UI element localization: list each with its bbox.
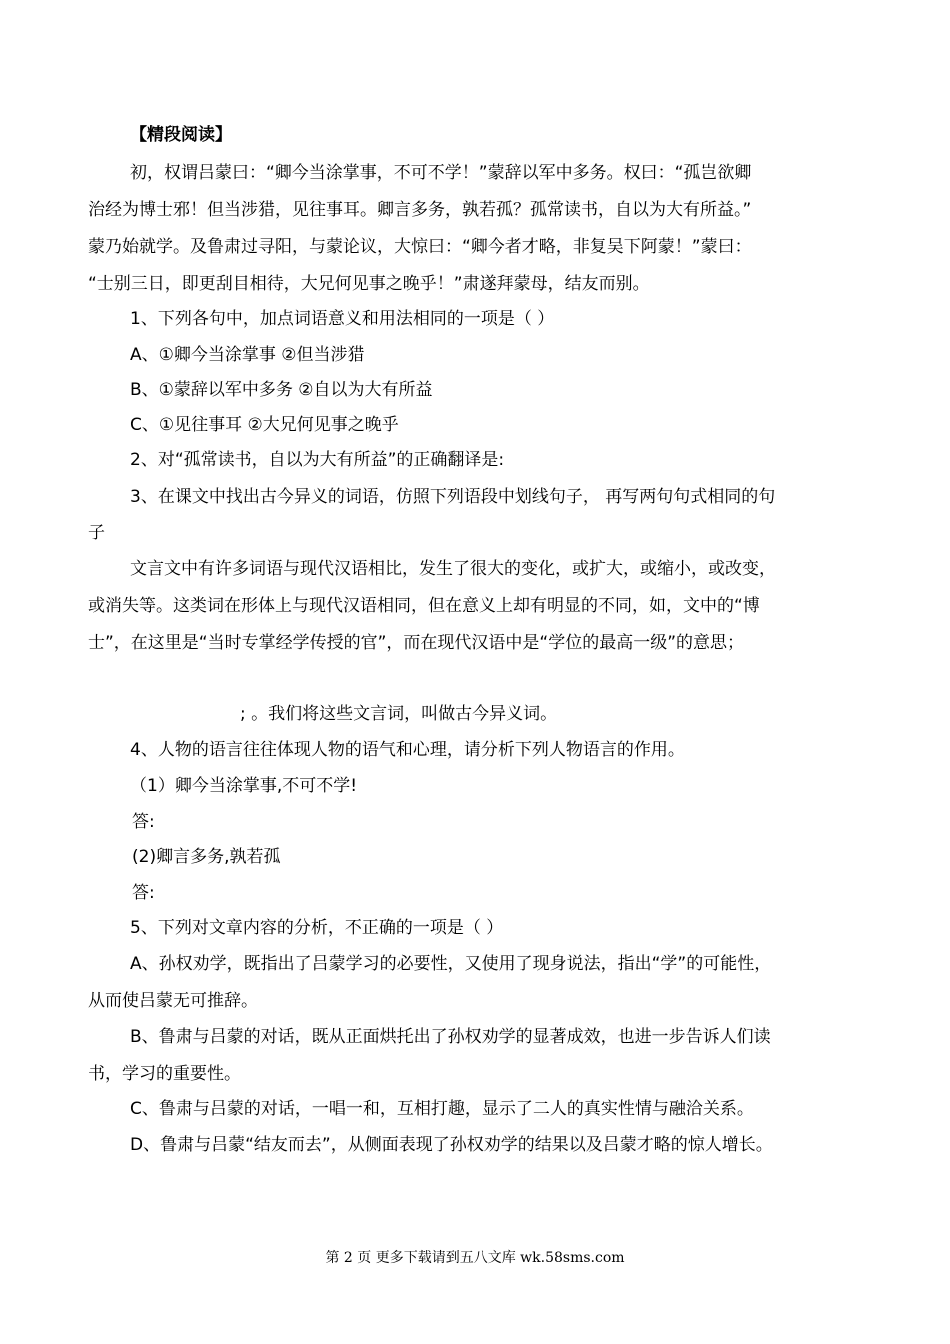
passage-line: 蒙乃始就学。及鲁肃过寻阳，与蒙论议，大惊曰：“卿今者才略，非复吴下阿蒙！”蒙曰： — [88, 237, 752, 257]
question-5-option-d: D、鲁肃与吕蒙“结友而去”，从侧面表现了孙权劝学的结果以及吕蒙才略的惊人增长。 — [130, 1135, 773, 1155]
question-3-paragraph-line: 文言文中有许多词语与现代汉语相比，发生了很大的变化，或扩大，或缩小，或改变， — [130, 559, 776, 579]
passage-line: 初，权谓吕蒙曰：“卿今当涂掌事，不可不学！”蒙辞以军中多务。权曰：“孤岂欲卿 — [130, 163, 752, 183]
question-1-option-c: C、①见往事耳 ②大兄何见事之晚乎 — [130, 415, 399, 435]
section-title: 【精段阅读】 — [130, 125, 232, 145]
question-5-option-b: B、鲁肃与吕蒙的对话，既从正面烘托出了孙权劝学的显著成效，也进一步告诉人们读 — [130, 1027, 771, 1047]
page-footer: 第 2 页 更多下载请到五八文库 wk.58sms.com — [325, 1250, 625, 1266]
question-4-item-1-answer: 答: — [132, 812, 155, 832]
question-4-item-2-answer: 答: — [132, 883, 155, 903]
question-1-option-b: B、①蒙辞以军中多务 ②自以为大有所益 — [130, 380, 433, 400]
question-1-option-a: A、①卿今当涂掌事 ②但当涉猎 — [130, 345, 365, 365]
question-3-stem: 3、在课文中找出古今异义的词语，仿照下列语段中划线句子， 再写两句句式相同的句 — [130, 487, 776, 507]
question-5-option-a: A、孙权劝学，既指出了吕蒙学习的必要性，又使用了现身说法，指出“学”的可能性， — [130, 954, 772, 974]
question-4-item-2-quote: (2)卿言多务,孰若孤 — [132, 847, 281, 867]
question-2-stem: 2、对“孤常读书，自以为大有所益”的正确翻译是: — [130, 450, 505, 470]
question-4-item-1-quote: （1）卿今当涂掌事,不可不学! — [130, 776, 358, 796]
question-1-stem: 1、下列各句中，加点词语意义和用法相同的一项是（ ） — [130, 309, 555, 329]
passage-line: “士别三日，即更刮目相待，大兄何见事之晚乎！”肃遂拜蒙母，结友而别。 — [88, 274, 650, 294]
question-3-paragraph-line: 士”，在这里是“当时专掌经学传授的官”，而在现代汉语中是“学位的最高一级”的意思； — [88, 633, 745, 653]
question-3-blank-line: ; 。我们将这些文言词，叫做古今异义词。 — [240, 704, 558, 724]
passage-line: 治经为博士邪！但当涉猎，见往事耳。卿言多务，孰若孤？孤常读书，自以为大有所益。” — [88, 200, 752, 220]
question-5-option-a-cont: 从而使吕蒙无可推辞。 — [88, 991, 258, 1011]
question-3-stem-cont: 子 — [88, 523, 105, 543]
question-4-stem: 4、人物的语言往往体现人物的语气和心理，请分析下列人物语言的作用。 — [130, 740, 685, 760]
question-5-option-c: C、鲁肃与吕蒙的对话，一唱一和，互相打趣，显示了二人的真实性情与融洽关系。 — [130, 1099, 754, 1119]
question-5-option-b-cont: 书，学习的重要性。 — [88, 1064, 241, 1084]
question-5-stem: 5、下列对文章内容的分析，不正确的一项是（ ） — [130, 918, 504, 938]
question-3-paragraph-line: 或消失等。这类词在形体上与现代汉语相同，但在意义上却有明显的不同，如，文中的“博 — [88, 596, 760, 616]
